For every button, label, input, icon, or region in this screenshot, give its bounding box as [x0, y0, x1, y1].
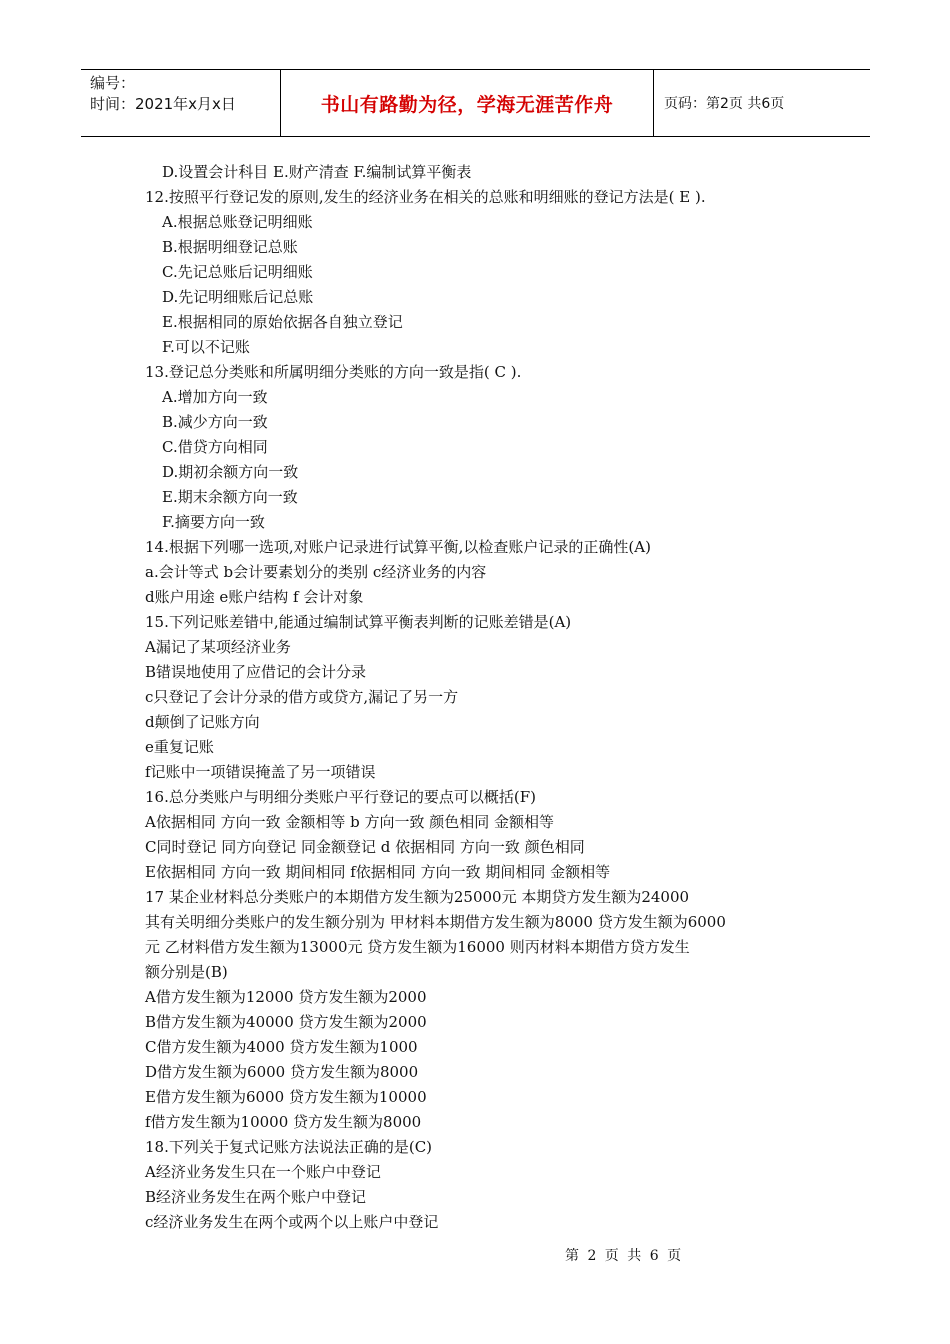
text-line: A借方发生额为12000 贷方发生额为2000 [145, 988, 427, 1006]
text-line: d颠倒了记账方向 [145, 713, 260, 731]
text-line: A.根据总账登记明细账 [162, 213, 313, 231]
text-line: A.增加方向一致 [162, 388, 268, 406]
text-line: 18.下列关于复式记账方法说法正确的是(C) [145, 1138, 433, 1156]
text-line: B借方发生额为40000 贷方发生额为2000 [145, 1013, 427, 1031]
text-line: D.设置会计科目 E.财产清查 F.编制试算平衡表 [162, 163, 472, 181]
text-line: d账户用途 e账户结构 f 会计对象 [145, 588, 364, 606]
text-line: B.根据明细登记总账 [162, 238, 298, 256]
text-line: F.摘要方向一致 [162, 513, 265, 531]
doc-number-label: 编号： [90, 74, 136, 92]
page-header [81, 69, 870, 137]
text-line: D借方发生额为6000 贷方发生额为8000 [145, 1063, 419, 1081]
text-line: 元 乙材料借方发生额为13000元 贷方发生额为16000 则丙材料本期借方贷方发生 [145, 938, 690, 956]
text-line: C借方发生额为4000 贷方发生额为1000 [145, 1038, 418, 1056]
text-line: B经济业务发生在两个账户中登记 [145, 1188, 367, 1206]
header-motto-cell [281, 70, 654, 136]
text-line: E.根据相同的原始依据各自独立登记 [162, 313, 403, 331]
text-line: 14.根据下列哪一选项,对账户记录进行试算平衡,以检查账户记录的正确性(A) [145, 538, 651, 556]
text-line: C.先记总账后记明细账 [162, 263, 313, 281]
doc-date-label: 时间：2021年x月x日 [90, 95, 236, 113]
header-meta [81, 70, 281, 136]
text-line: F.可以不记账 [162, 338, 250, 356]
text-line: E依据相同 方向一致 期间相同 f依据相同 方向一致 期间相同 金额相等 [145, 863, 611, 881]
text-line: D.期初余额方向一致 [162, 463, 299, 481]
text-line: B错误地使用了应借记的会计分录 [145, 663, 367, 681]
text-line: 13.登记总分类账和所属明细分类账的方向一致是指( C ). [145, 363, 522, 381]
text-line: c经济业务发生在两个或两个以上账户中登记 [145, 1213, 439, 1231]
header-page-code: 页码：第2页 共6页 [664, 96, 785, 112]
text-line: A依据相同 方向一致 金额相等 b 方向一致 颜色相同 金额相等 [145, 813, 555, 831]
text-line: C同时登记 同方向登记 同金额登记 d 依据相同 方向一致 颜色相同 [145, 838, 585, 856]
text-line: 其有关明细分类账户的发生额分别为 甲材料本期借方发生额为8000 贷方发生额为6000 [145, 913, 726, 931]
text-line: 额分别是(B) [145, 963, 228, 981]
text-line: 15.下列记账差错中,能通过编制试算平衡表判断的记账差错是(A) [145, 613, 572, 631]
text-line: c只登记了会计分录的借方或贷方,漏记了另一方 [145, 688, 459, 706]
header-page-cell [654, 70, 870, 136]
text-line: B.减少方向一致 [162, 413, 268, 431]
text-line: E借方发生额为6000 贷方发生额为10000 [145, 1088, 427, 1106]
text-line: 12.按照平行登记发的原则,发生的经济业务在相关的总账和明细账的登记方法是( E ). [145, 188, 706, 206]
text-line: A经济业务发生只在一个账户中登记 [145, 1163, 381, 1181]
text-line: 17 某企业材料总分类账户的本期借方发生额为25000元 本期贷方发生额为24000 [145, 888, 690, 906]
text-line: A漏记了某项经济业务 [145, 638, 291, 656]
text-line: D.先记明细账后记总账 [162, 288, 314, 306]
text-line: f借方发生额为10000 贷方发生额为8000 [145, 1113, 422, 1131]
text-line: f记账中一项错误掩盖了另一项错误 [145, 763, 376, 781]
text-line: E.期末余额方向一致 [162, 488, 298, 506]
text-line: 16.总分类账户与明细分类账户平行登记的要点可以概括(F) [145, 788, 536, 806]
text-line: C.借贷方向相同 [162, 438, 268, 456]
page-footer: 第 2 页 共 6 页 [565, 1248, 682, 1264]
header-motto: 书山有路勤为径，学海无涯苦作舟 [320, 93, 614, 116]
text-line: e重复记账 [145, 738, 214, 756]
text-line: a.会计等式 b会计要素划分的类别 c经济业务的内容 [145, 563, 487, 581]
